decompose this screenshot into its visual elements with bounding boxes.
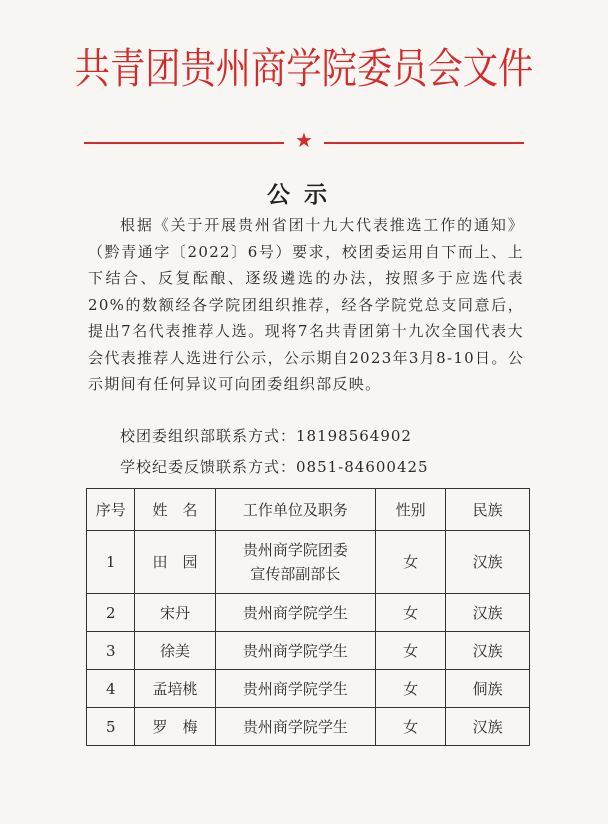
cell-name: 田 园 — [135, 531, 215, 594]
cell-unit — [215, 531, 376, 594]
cell-sex: 女 — [376, 632, 446, 670]
cell-no: 4 — [87, 670, 135, 708]
notice-paragraph: 根据《关于开展贵州省团十九大代表推选工作的通知》（黔青通字〔2022〕6号）要求，校团委运用自下而上、上下结合、反复酝酿、逐级遴选的办法，按照多于应选代表20%的数额经各学院团组织推荐，经各学院党总支同意后，提出7名代表推荐人选。现将7名共青团第十九次全国代表大会代表推荐人选进行公示，公示期自2023年3月8-10日。公示期间有任何异议可向团委组织部反映。 — [88, 216, 524, 393]
header-name: 姓 名 — [135, 489, 215, 531]
cell-unit: 贵州商学院学生 — [215, 670, 376, 708]
cell-name: 罗 梅 — [135, 708, 215, 746]
cell-sex: 女 — [376, 670, 446, 708]
cell-unit: 贵州商学院学生 — [215, 594, 376, 632]
cell-name: 宋丹 — [135, 594, 215, 632]
header-ethnicity: 民族 — [446, 489, 530, 531]
cell-ethnicity: 汉族 — [446, 531, 530, 594]
cell-no: 5 — [87, 708, 135, 746]
org-dept-contact: 校团委组织部联系方式：18198564902 — [120, 427, 412, 445]
cell-no: 1 — [87, 531, 135, 594]
discipline-contact: 学校纪委反馈联系方式：0851-84600425 — [120, 458, 429, 476]
cell-unit: 贵州商学院学生 — [215, 632, 376, 670]
cell-ethnicity: 汉族 — [446, 594, 530, 632]
table-row — [87, 594, 530, 632]
cell-unit: 贵州商学院学生 — [215, 708, 376, 746]
cell-ethnicity: 侗族 — [446, 670, 530, 708]
cell-name: 徐美 — [135, 632, 215, 670]
table-row — [87, 670, 530, 708]
header-no: 序号 — [87, 489, 135, 531]
cell-sex: 女 — [376, 708, 446, 746]
header-unit: 工作单位及职务 — [215, 489, 376, 531]
cell-ethnicity: 汉族 — [446, 708, 530, 746]
red-divider — [84, 128, 524, 152]
document-issuer-heading: 共青团贵州商学院委员会文件 — [74, 44, 534, 93]
star-icon: ★ — [295, 128, 313, 152]
notice-title: 公示 — [267, 182, 341, 208]
table-header-row — [87, 489, 530, 531]
cell-unit-line2: 宣传部副部长 — [250, 565, 341, 583]
cell-unit-line1: 贵州商学院团委 — [242, 541, 348, 559]
cell-name: 孟培桃 — [135, 670, 215, 708]
representative-table — [86, 488, 530, 746]
divider-line-right — [324, 142, 524, 144]
cell-no: 3 — [87, 632, 135, 670]
table-row — [87, 708, 530, 746]
divider-line-left — [84, 142, 284, 144]
cell-ethnicity: 汉族 — [446, 632, 530, 670]
cell-sex: 女 — [376, 594, 446, 632]
header-sex: 性别 — [376, 489, 446, 531]
table-row — [87, 531, 530, 594]
table-row — [87, 632, 530, 670]
cell-sex: 女 — [376, 531, 446, 594]
cell-no: 2 — [87, 594, 135, 632]
